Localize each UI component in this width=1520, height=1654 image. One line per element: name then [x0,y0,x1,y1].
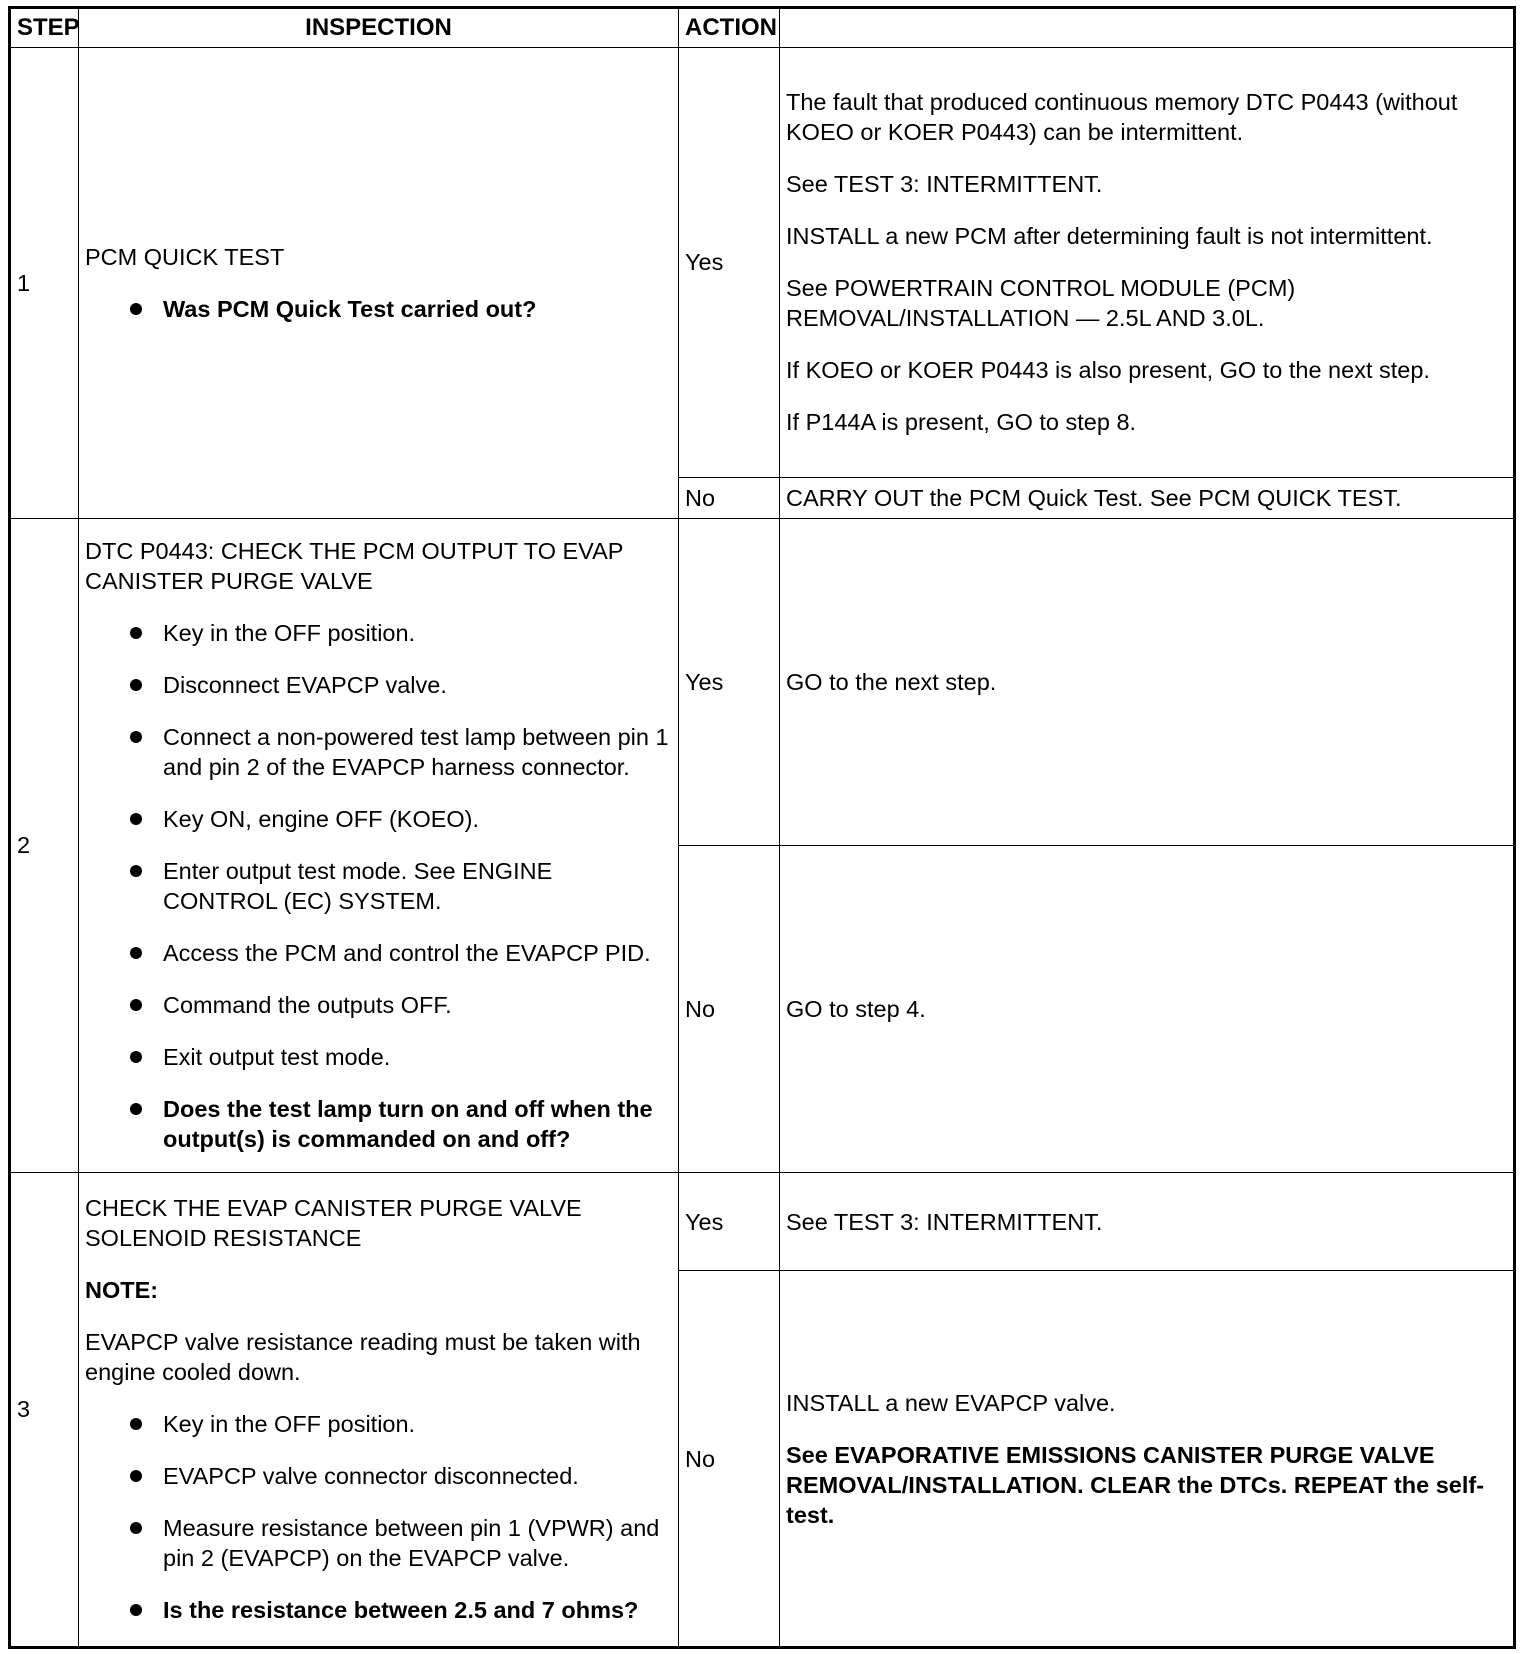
step-number: 1 [10,48,79,519]
result-line: See EVAPORATIVE EMISSIONS CANISTER PURGE VALVE REMOVAL/INSTALLATION. CLEAR the DTCs. REPEAT the self-test. [786,1441,1485,1528]
step-2-bullets [85,618,672,1154]
result-line: See TEST 3: INTERMITTENT. [786,171,1103,198]
bullet-item: Access the PCM and control the EVAPCP PID. [85,938,672,968]
step-title: CHECK THE EVAP CANISTER PURGE VALVE SOLENOID RESISTANCE [85,1195,582,1252]
step-2-inspection [79,519,679,1173]
step-1-yes-result [780,48,1515,478]
bullet-item: Enter output test mode. See ENGINE CONTROL (EC) SYSTEM. [85,856,672,916]
result-line: INSTALL a new PCM after determining fault is not intermittent. [786,223,1433,250]
header-step: STEP [10,8,79,48]
bullet-item: Exit output test mode. [85,1042,672,1072]
bullet-item: Disconnect EVAPCP valve. [85,670,672,700]
diagnostic-table [8,6,1516,1649]
note-label: NOTE: [85,1277,159,1304]
note-text: EVAPCP valve resistance reading must be taken with engine cooled down. [85,1329,641,1386]
bullet-item: Is the resistance between 2.5 and 7 ohms? [85,1595,672,1625]
result-line: INSTALL a new EVAPCP valve. [786,1389,1116,1416]
bullet-item: Key in the OFF position. [85,618,672,648]
step-3-yes-row [10,1172,1515,1271]
result-line: GO to step 4. [786,995,926,1022]
step-title: PCM QUICK TEST [85,244,285,271]
step-1-bullets [85,294,672,324]
header-row [10,8,1515,48]
step-2-yes-row [10,519,1515,846]
bullet-item: Command the outputs OFF. [85,990,672,1020]
bullet-item: Measure resistance between pin 1 (VPWR) and pin 2 (EVAPCP) on the EVAPCP valve. [85,1513,672,1573]
action-no: No [679,477,780,519]
result-line: CARRY OUT the PCM Quick Test. See PCM QUICK TEST. [786,484,1402,511]
step-number: 3 [10,1172,79,1647]
header-result [780,8,1515,48]
action-yes: Yes [679,48,780,478]
result-line: If P144A is present, GO to step 8. [786,409,1137,436]
bullet-item: Was PCM Quick Test carried out? [85,294,672,324]
result-line: If KOEO or KOER P0443 is also present, GO to the next step. [786,357,1430,384]
bullet-item: Does the test lamp turn on and off when the output(s) is commanded on and off? [85,1094,672,1154]
step-3-inspection [79,1172,679,1647]
step-2-yes-result [780,519,1515,846]
step-3-yes-result [780,1172,1515,1271]
bullet-item: Key in the OFF position. [85,1409,672,1439]
bullet-item: EVAPCP valve connector disconnected. [85,1461,672,1491]
result-line: See POWERTRAIN CONTROL MODULE (PCM) REMOVAL/INSTALLATION — 2.5L AND 3.0L. [786,275,1296,332]
bullet-item: Key ON, engine OFF (KOEO). [85,804,672,834]
step-3-no-result [780,1271,1515,1648]
step-2-no-result [780,845,1515,1172]
action-yes: Yes [679,519,780,846]
step-3-bullets [85,1409,672,1625]
step-title: DTC P0443: CHECK THE PCM OUTPUT TO EVAP CANISTER PURGE VALVE [85,538,624,595]
step-1-no-result [780,477,1515,519]
result-line: See TEST 3: INTERMITTENT. [786,1208,1103,1235]
result-line: GO to the next step. [786,668,997,695]
action-no: No [679,1271,780,1648]
action-no: No [679,845,780,1172]
step-number: 2 [10,519,79,1173]
step-1-yes-row [10,48,1515,478]
action-yes: Yes [679,1172,780,1271]
result-line: The fault that produced continuous memory DTC P0443 (without KOEO or KOER P0443) can be intermittent. [786,89,1458,146]
header-action: ACTION [679,8,780,48]
bullet-item: Connect a non-powered test lamp between pin 1 and pin 2 of the EVAPCP harness connector. [85,722,672,782]
header-inspection: INSPECTION [79,8,679,48]
step-1-inspection [79,48,679,519]
